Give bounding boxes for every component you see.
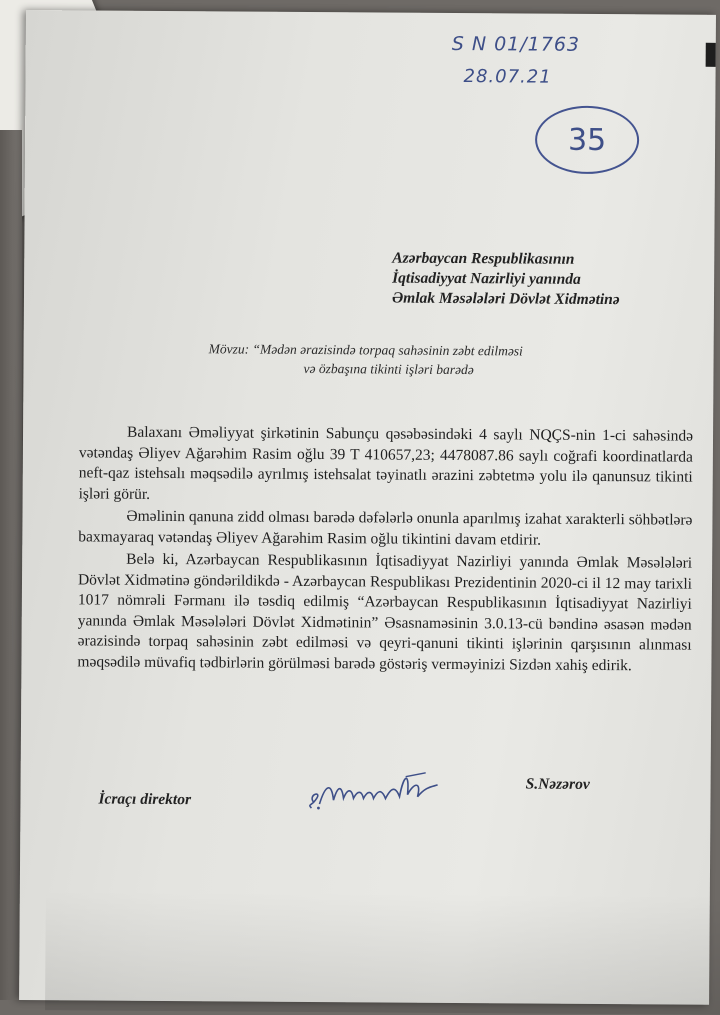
letter-body [77,422,693,678]
subject-line-2: və özbaşına tikinti işləri barədə [303,360,474,378]
letter-page [19,10,716,1005]
page-corner-mark [706,43,716,67]
registration-number: S N 01/1763 [451,32,581,56]
addressee-line-2: İqtisadiyyat Nazirliyi yanında [392,269,581,288]
signatory-name: S.Nəzərov [525,775,590,793]
signatory-title: İcraçı direktor [98,790,192,809]
registration-date: 28.07.21 [463,66,552,88]
addressee-line-1: Azərbaycan Respublikasının [392,249,575,268]
body-paragraph-3: Belə ki, Azərbaycan Respublikasının İqtisadiyyat Nazirliyi yanında Əmlak Məsələləri Dövlət Xidmətinə göndərildikdə - Azərbaycan Respublikası Prezidentinin 2020-ci il 12 may tarixli 1017 nömrəli Fərmanı ilə təsdiq edilmiş “Azərbaycan Respublikasının İqtisadiyyat Nazirliyi yanında Əmlak Məsələləri Dövlət Xidmətinin” Əsasnaməsinin 3.0.13-cü bəndinə əsasən mədən ərazisində torpaq sahəsinin zəbt edilməsi və qeyri-qanuni tikinti işlərinin qarşısının alınması məqsədilə müvafiq tədbirlərin görülməsi barədə göstəriş verməyinizi Sizdən xahiş edirik. [77,550,693,674]
body-paragraph-1: Balaxanı Əməliyyat şirkətinin Sabunçu qəsəbəsindəki 4 saylı NQÇS-nin 1-ci sahəsində vətəndaş Əliyev Ağarəhim Rasim oğlu 39 T 410657,23; 4478087.86 saylı coğrafi koordinatlarda neft-qaz istehsalı məqsədilə ayrılmış istehsalat təyinatlı ərazini zəbtetmə yolu ilə qanunsuz tikinti işləri görür. [78,423,694,503]
addressee-block [392,249,692,311]
subject-block [208,339,678,380]
binder-edge [0,130,22,1000]
handwritten-signature [305,764,455,815]
photo-shadow [45,890,720,1015]
circled-number-text: 35 [567,122,607,158]
addressee-line-3: Əmlak Məsələləri Dövlət Xidmətinə [391,289,620,309]
circled-page-number [535,106,639,175]
body-paragraph-2: Əməlinin qanuna zidd olması barədə dəfələrlə onunla aparılmış izahat xarakterli söhbətlərə baxmayaraq vətəndaş Əliyev Ağarəhim Rasim oğlu tikintini davam etdirir. [78,507,693,549]
subject-line-1: Mövzu: “Mədən ərazisində torpaq sahəsinin zəbt edilməsi [208,341,523,359]
